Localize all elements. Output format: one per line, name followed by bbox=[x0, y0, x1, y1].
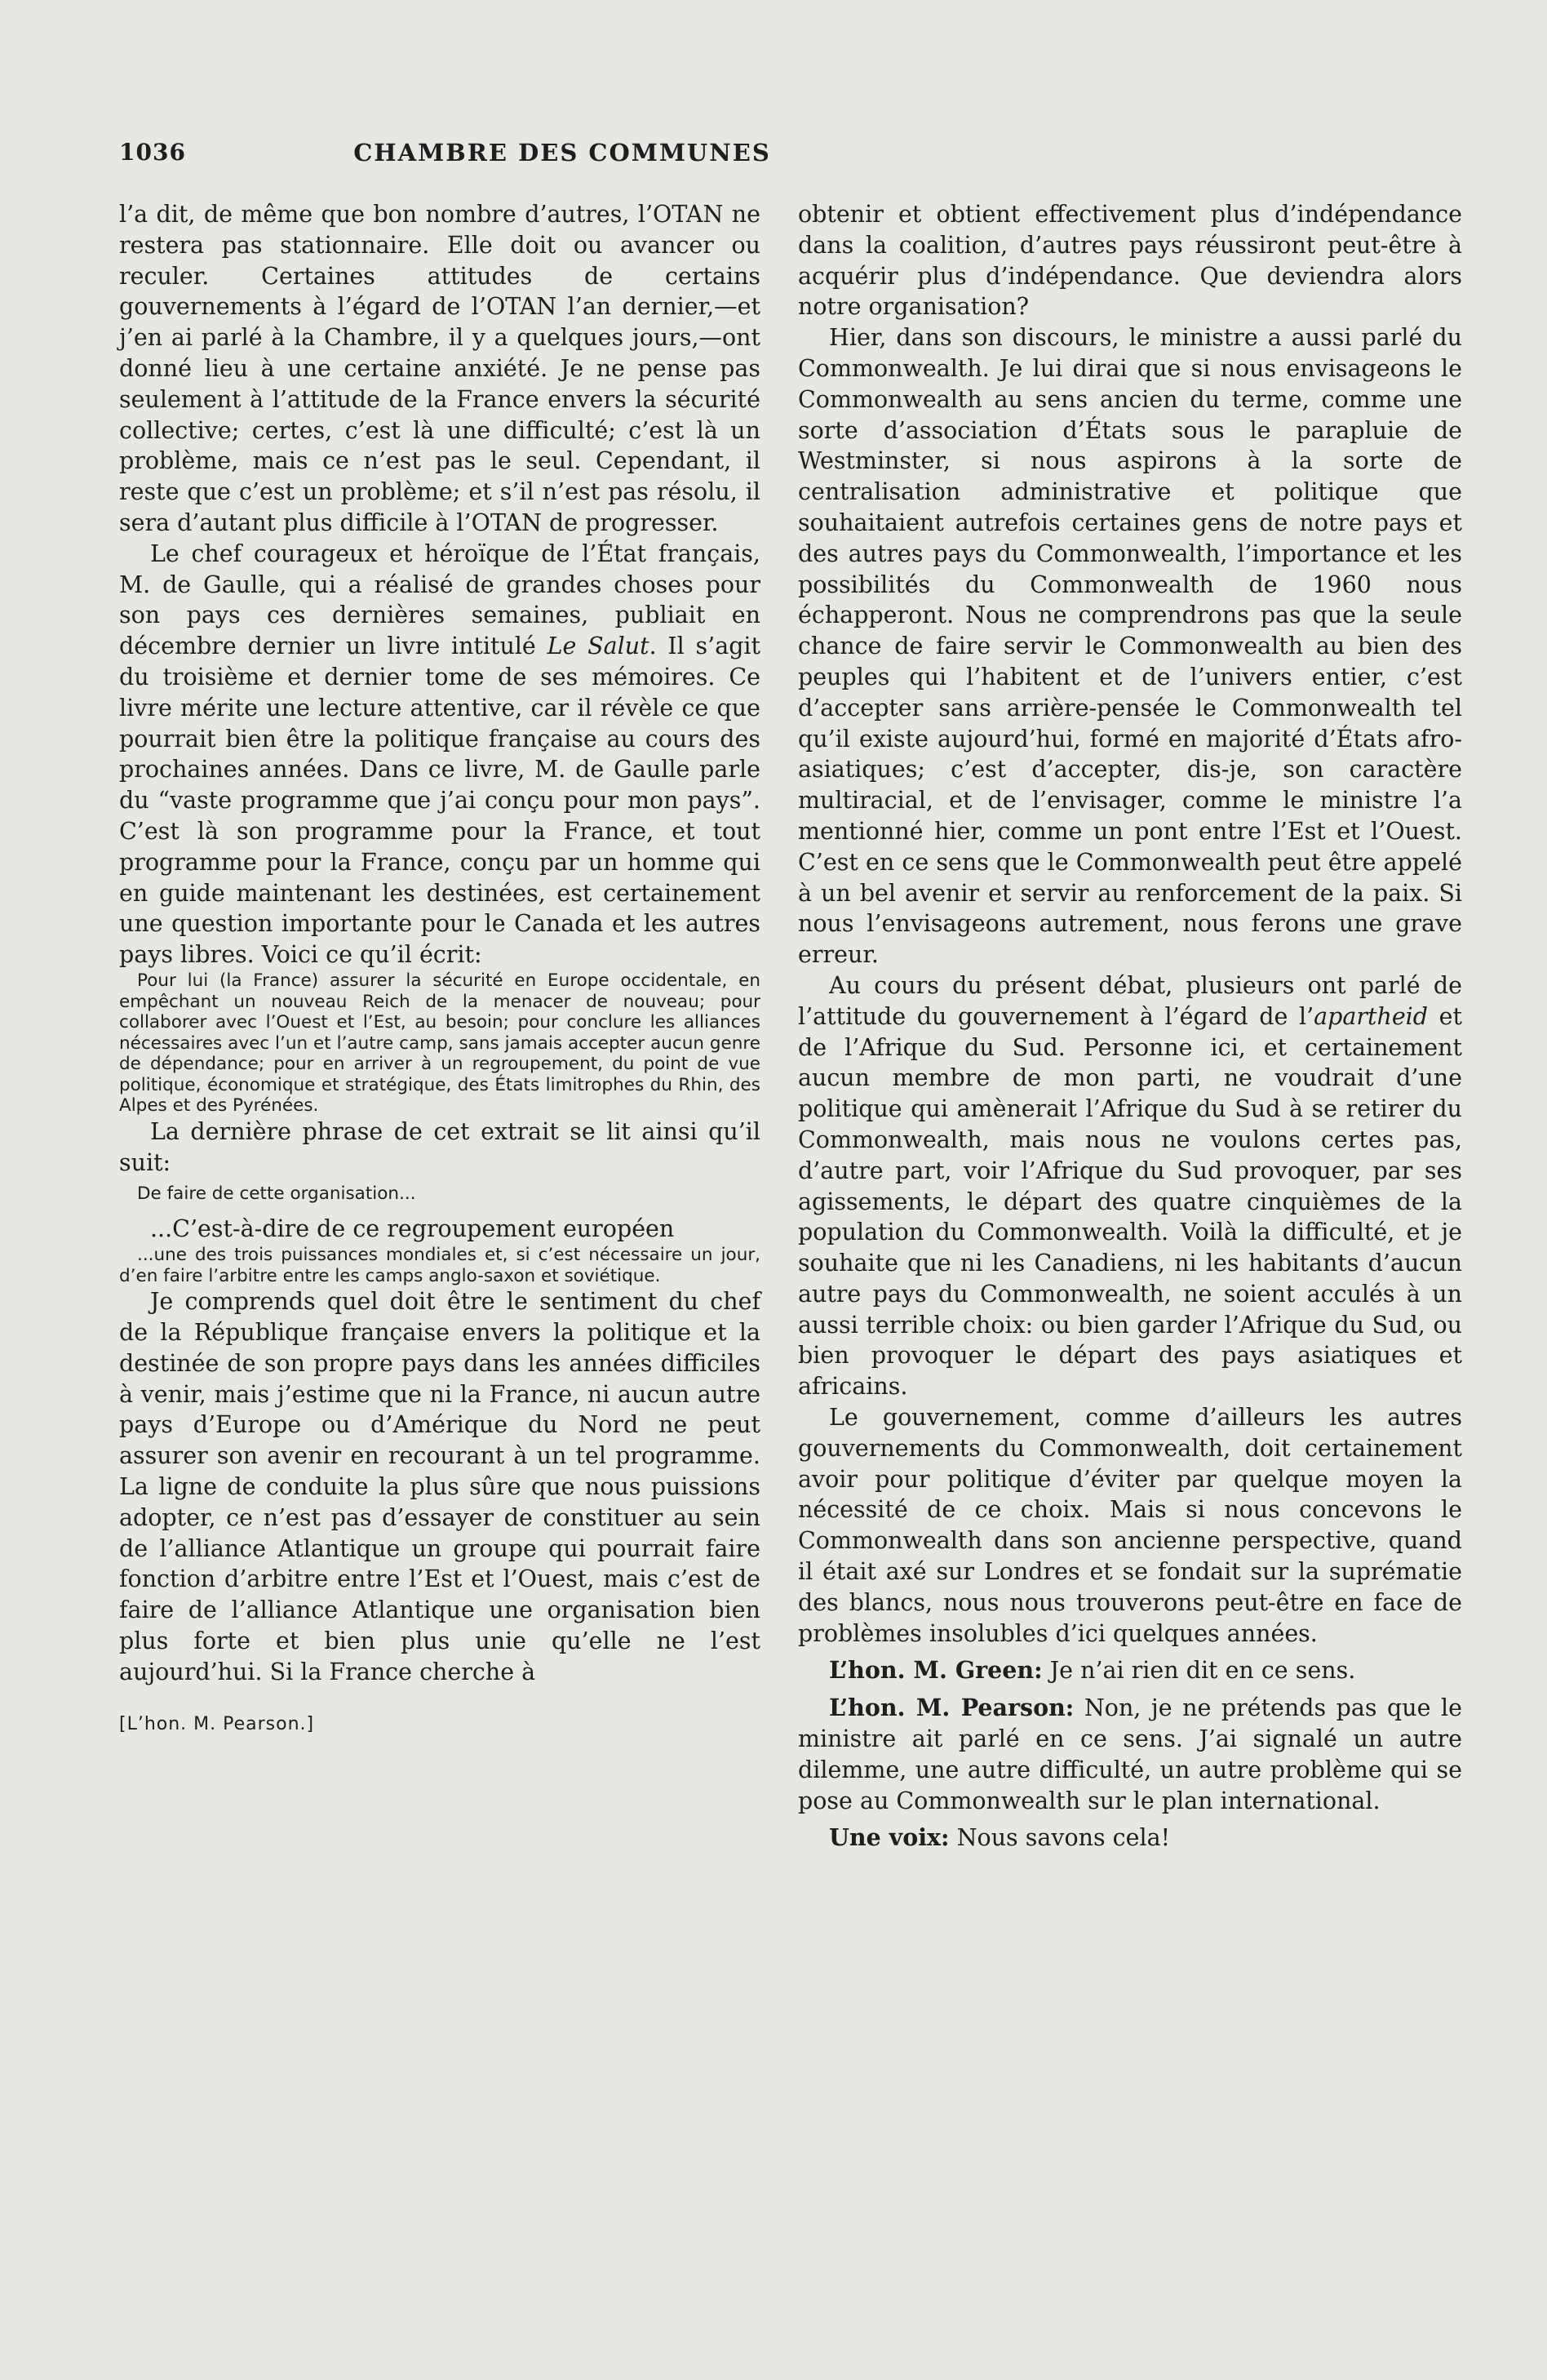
page-header bbox=[119, 139, 1005, 176]
left-paragraph-1: l’a dit, de même que bon nombre d’autres, l’OTAN ne restera pas stationnaire. Elle doit ou avancer ou reculer. Certaines attitudes de certains gouvernements à l’égard de l’OTAN l’an dernier,—et j’en ai parlé à la Chambre, il y a quelques jours,—ont donné lieu à une certaine anxiété. Je ne pense pas seulement à l’attitude de la France envers la sécurité collective; certes, c’est là une difficulté; c’est là un problème, mais ce n’est pas le seul. Cependant, il reste que c’est un problème; et s’il n’est pas résolu, il sera d’autant plus difficile à l’OTAN de progresser. bbox=[119, 201, 760, 536]
speech-text: Je n’ai rien dit en ce sens. bbox=[1042, 1657, 1356, 1685]
left-paragraph-2 bbox=[119, 539, 760, 970]
quotation-1: Pour lui (la France) assurer la sécurité en Europe occidentale, en empêchant un nouveau Reich de la menacer de nouveau; pour collaborer avec l’Ouest et l’Est, au besoin; pour conclure les alliances nécessaires avec l’un et l’autre camp, sans jamais accepter aucun genre de dépendance; pour en arriver à un regroupement, du point de vue politique, économique et stratégique, des États limitrophes du Rhin, des Alpes et des Pyrénées. bbox=[119, 970, 760, 1117]
right-paragraph-4: Le gouvernement, comme d’ailleurs les autres gouvernements du Commonwealth, doit certainement avoir pour politique d’éviter par quelque moyen la nécessité de ce choix. Mais si nous concevons le Commonwealth dans son ancienne perspective, quand il était axé sur Londres et se fondait sur la suprématie des blancs, nous nous trouverons peut-être en face de problèmes insolubles d’ici quelques années. bbox=[798, 1404, 1462, 1647]
speaker-reference: [L’hon. M. Pearson.] bbox=[119, 1713, 315, 1734]
left-paragraph-4: ...C’est-à-dire de ce regroupement européen bbox=[150, 1215, 675, 1243]
left-paragraph-5: Je comprends quel doit être le sentiment du chef de la République française envers la politique et la destinée de son propre pays dans les années difficiles à venir, mais j’estime que ni la France, ni aucun autre pays d’Europe ou d’Amérique du Nord ne peut assurer son avenir en recourant à un tel programme. La ligne de conduite la plus sûre que nous puissions adopter, ce n’est pas d’essayer de constituer au sein de l’alliance Atlantique un groupe qui pourrait faire fonction d’arbitre entre l’Est et l’Ouest, mais c’est de faire de l’alliance Atlantique une organisation bien plus forte et bien plus unie qu’elle ne l’est aujourd’hui. Si la France cherche à bbox=[119, 1288, 760, 1685]
speaker-name: Une voix: bbox=[829, 1823, 950, 1852]
speech-text: Nous savons cela! bbox=[949, 1824, 1171, 1852]
paragraph-text: et de l’Afrique du Sud. Personne ici, et certainement aucun membre de mon parti, ne voudrait d’une politique qui amènerait l’Afrique du Sud à se retirer du Commonwealth, mais nous ne voulons certes pas, d’autre part, voir l’Afrique du Sud provoquer, par ses agissements, le départ des quatre cinquièmes de la population du Commonwealth. Voilà la difficulté, et je souhaite que ni les Canadiens, ni les habitants d’aucun autre pays du Commonwealth, ne soient acculés à un aussi terrible choix: ou bien garder l’Afrique du Sud, ou bien provoquer le départ des pays asiatiques et africains. bbox=[798, 1002, 1462, 1401]
speech-une-voix bbox=[798, 1823, 1462, 1854]
paragraph-text: . Il s’agit du troisième et dernier tome de ses mémoires. Ce livre mérite une lecture attentive, car il révèle ce que pourrait bien être la politique française au cours des prochaines années. Dans ce livre, M. de Gaulle parle du “vaste programme que j’ai conçu pour mon pays”. C’est là son programme pour la France, et tout programme pour la France, conçu par un homme qui en guide maintenant les destinées, est certainement une question importante pour le Canada et les autres pays libres. Voici ce qu’il écrit: bbox=[119, 633, 761, 969]
left-paragraph-3: La dernière phrase de cet extrait se lit ainsi qu’il suit: bbox=[119, 1118, 760, 1176]
right-paragraph-2: Hier, dans son discours, le ministre a aussi parlé du Commonwealth. Je lui dirai que si nous envisageons le Commonwealth au sens ancien du terme, comme une sorte d’association d’États sous le parapluie de Westminster, si nous aspirons à la sorte de centralisation administrative et politique que souhaitaient autrefois certaines gens de notre pays et des autres pays du Commonwealth, l’importance et les possibilités du Commonwealth de 1960 nous échapperont. Nous ne comprendrons pas que la seule chance de faire servir le Commonwealth au bien des peuples qui l’habitent et de l’univers entier, c’est d’accepter sans arrière-pensée le Commonwealth tel qu’il existe aujourd’hui, formé en majorité d’États afro-asiatiques; c’est d’accepter, dis-je, son caractère multiracial, et de l’envisager, comme le ministre l’a mentionné hier, comme un pont entre l’Est et l’Ouest. C’est en ce sens que le Commonwealth peut être appelé à un bel avenir et servir au renforcement de la paix. Si nous l’envisageons autrement, nous ferons une grave erreur. bbox=[798, 324, 1462, 969]
speaker-name: L’hon. M. Pearson: bbox=[829, 1694, 1075, 1722]
speaker-name: L’hon. M. Green: bbox=[829, 1656, 1043, 1685]
right-paragraph-3 bbox=[798, 970, 1462, 1402]
right-paragraph-1: obtenir et obtient effectivement plus d’indépendance dans la coalition, d’autres pays réussiront peut-être à acquérir plus d’indépendance. Que deviendra alors notre organisation? bbox=[798, 201, 1462, 321]
speech-pearson bbox=[798, 1693, 1462, 1816]
italic-term: apartheid bbox=[1314, 1002, 1429, 1030]
paragraph-text: Le chef courageux et héroïque de l’État français, M. de Gaulle, qui a réalisé de grandes choses pour son pays ces dernières semaines, publiait en décembre dernier un livre intitulé bbox=[119, 539, 760, 660]
quotation-3: ...une des trois puissances mondiales et, si c’est nécessaire un jour, d’en faire l’arbitre entre les camps anglo-saxon et soviétique. bbox=[119, 1245, 760, 1286]
page-number: 1036 bbox=[119, 139, 186, 166]
paragraph-text: Au cours du présent débat, plusieurs ont parlé de l’attitude du gouvernement à l’égard de l’ bbox=[798, 971, 1462, 1030]
quotation-2: De faire de cette organisation... bbox=[137, 1183, 416, 1204]
speech-text: Non, je ne prétends pas que le ministre ait parlé en ce sens. J’ai signalé un autre dilemme, une autre difficulté, un autre problème qui se pose au Commonwealth sur le plan international. bbox=[798, 1694, 1462, 1814]
running-head: CHAMBRE DES COMMUNES bbox=[353, 139, 771, 167]
book-title: Le Salut bbox=[547, 633, 649, 660]
left-column bbox=[119, 199, 760, 1739]
speech-green bbox=[798, 1655, 1462, 1686]
right-column bbox=[798, 199, 1462, 1854]
